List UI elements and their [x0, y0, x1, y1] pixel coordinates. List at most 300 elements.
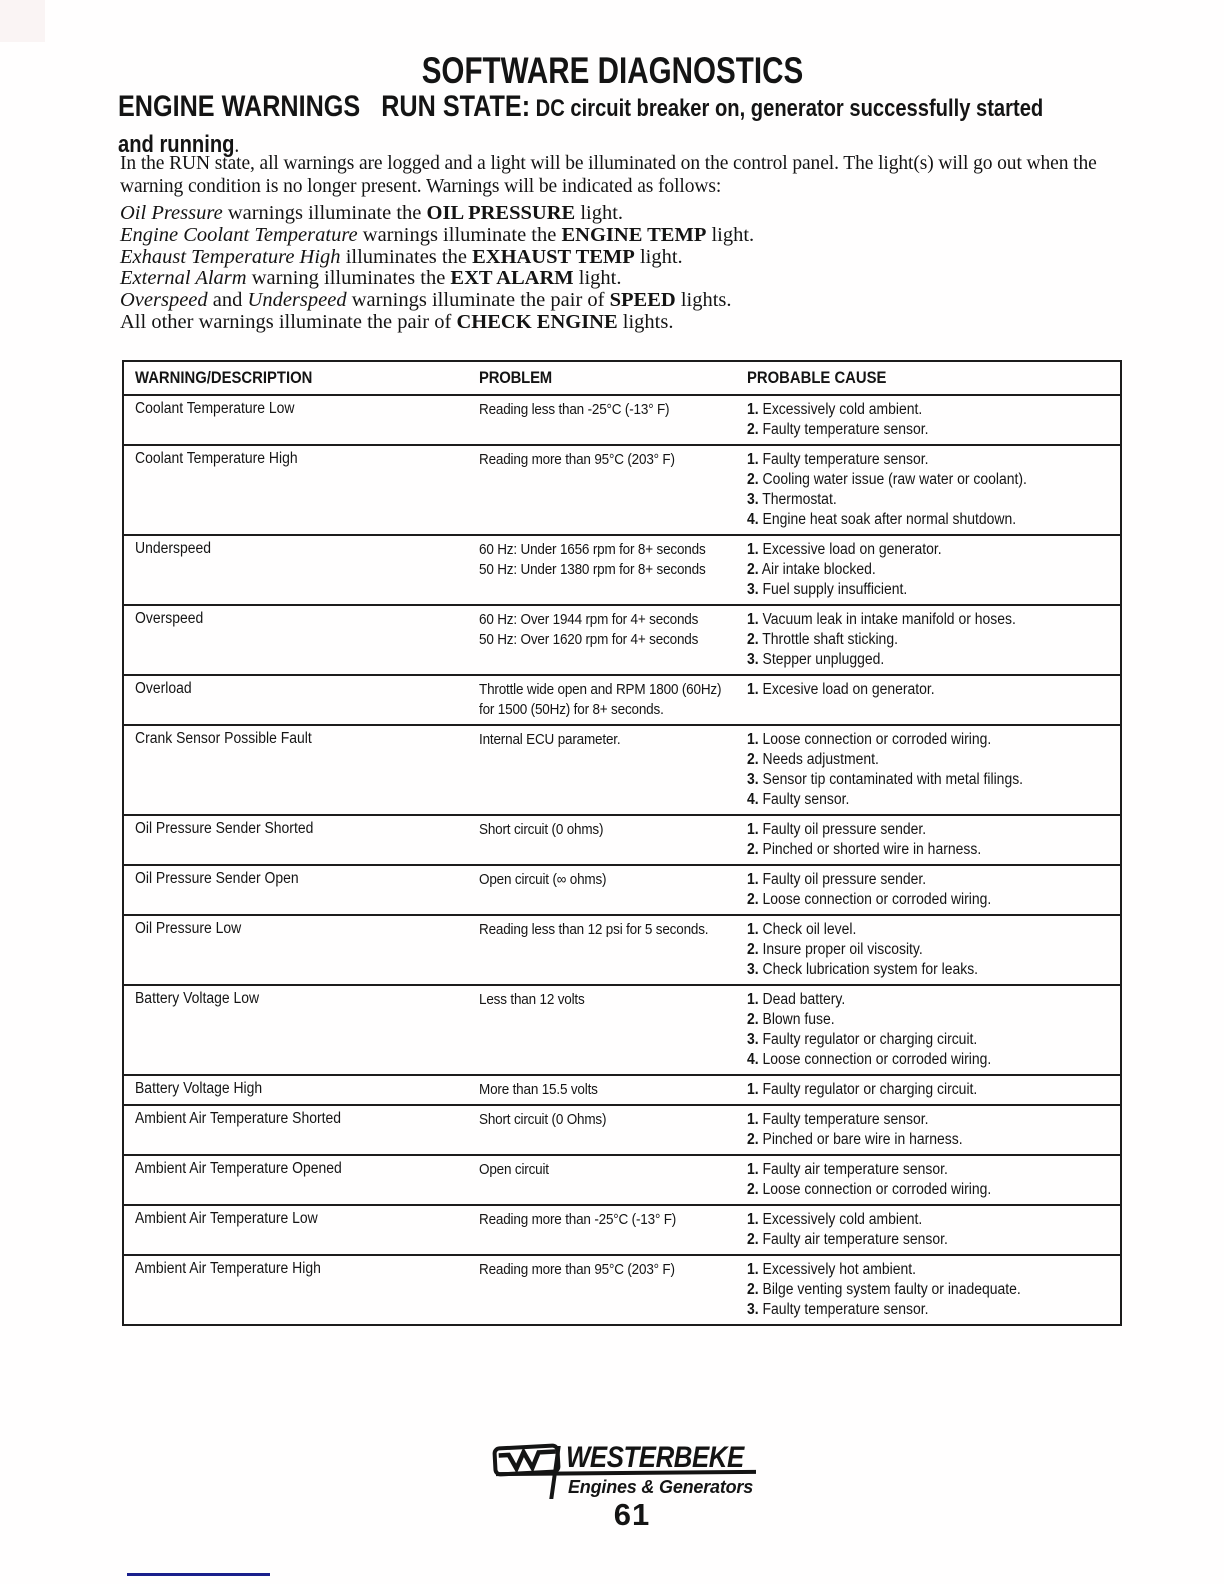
cause-line: [747, 960, 1114, 980]
cause-line: [747, 470, 1114, 490]
cause-line: [747, 940, 1114, 960]
text-segment: Pinched or shorted wire in harness.: [762, 841, 982, 858]
cause-line: [747, 680, 1114, 700]
text-segment: 1.: [747, 451, 759, 468]
text-segment: 60 Hz: Over 1944 rpm for 4+ seconds: [479, 611, 699, 628]
text-segment: Blown fuse.: [762, 1011, 835, 1028]
text-segment: Reading more than 95°C (203° F): [479, 1261, 675, 1278]
light-rule: [120, 203, 754, 225]
text-segment: ENGINE TEMP: [561, 223, 707, 246]
text-segment: 50 Hz: Under 1380 rpm for 8+ seconds: [479, 561, 706, 578]
footer-logo: [492, 1443, 772, 1505]
cause-line: [747, 990, 1114, 1010]
text-segment: Faulty sensor.: [762, 791, 850, 808]
text-segment: 3.: [747, 961, 759, 978]
text-segment: Stepper unplugged.: [762, 651, 885, 668]
text-segment: light.: [634, 245, 683, 268]
text-segment: Excessively cold ambient.: [762, 1211, 923, 1228]
cell-warning: [124, 820, 479, 860]
text-segment: [747, 750, 879, 770]
text-segment: Faulty regulator or charging circuit.: [762, 1031, 978, 1048]
cell-warning: [124, 1260, 479, 1320]
text-segment: Less than 12 volts: [479, 991, 585, 1008]
text-segment: Dead battery.: [762, 991, 846, 1008]
text-segment: 2.: [747, 1231, 759, 1248]
text-segment: [747, 580, 907, 600]
text-segment: Check oil level.: [762, 921, 857, 938]
cell-problem: [479, 990, 747, 1070]
table-row: [124, 814, 1120, 864]
text-segment: Loose connection or corroded wiring.: [762, 891, 992, 908]
cell-problem: [479, 1260, 747, 1320]
text-segment: Vacuum leak in intake manifold or hoses.: [762, 611, 1016, 628]
text-segment: Engine heat soak after normal shutdown.: [762, 511, 1017, 528]
cell-causes: [747, 990, 1120, 1070]
cell-warning: [124, 920, 479, 980]
problem-line: [479, 700, 747, 720]
heading-line-1: [118, 90, 1043, 128]
text-segment: 3.: [747, 491, 759, 508]
text-segment: lights.: [675, 289, 732, 312]
table-row: [124, 1154, 1120, 1204]
text-segment: 3.: [747, 1301, 759, 1318]
problem-line: [479, 1260, 747, 1280]
text-segment: Coolant Temperature High: [135, 450, 298, 467]
text-segment: Underspeed: [135, 540, 212, 557]
cause-line: [747, 1010, 1114, 1030]
text-segment: [747, 560, 876, 580]
problem-line: [479, 400, 747, 420]
text-segment: Engine Coolant Temperature: [120, 223, 358, 246]
text-segment: Oil Pressure Sender Open: [135, 870, 299, 887]
text-segment: Excesive load on generator.: [762, 681, 935, 698]
text-segment: 3.: [747, 581, 759, 598]
text-segment: Short circuit (0 Ohms): [479, 1111, 607, 1128]
problem-line: [479, 1160, 747, 1180]
text-segment: Battery Voltage High: [135, 1080, 263, 1097]
text-segment: [747, 870, 926, 890]
text-segment: 1.: [747, 611, 759, 628]
cause-line: [747, 1280, 1114, 1300]
cell-problem: [479, 820, 747, 860]
text-segment: Ambient Air Temperature Shorted: [135, 1110, 342, 1127]
text-segment: External Alarm: [120, 267, 247, 290]
light-rule: [120, 268, 754, 290]
cause-line: [747, 1180, 1114, 1200]
text-segment: warnings illuminate the pair of: [346, 289, 610, 312]
text-segment: [360, 90, 381, 123]
intro-line-2: warning condition is no longer present. Warnings will be indicated as follows:: [120, 175, 722, 197]
intro-line-1: In the RUN state, all warnings are logged and a light will be illuminated on the control panel. The light(s) will go out when the: [120, 153, 1097, 174]
text-segment: and running: [118, 131, 235, 158]
text-segment: [747, 1280, 1021, 1300]
cell-causes: [747, 610, 1120, 670]
text-segment: Fuel supply insufficient.: [762, 581, 908, 598]
text-segment: [747, 990, 845, 1010]
text-segment: Thermostat.: [762, 491, 837, 508]
text-segment: [747, 420, 928, 440]
cause-line: [747, 1300, 1114, 1320]
text-segment: Bilge venting system faulty or inadequate.: [762, 1281, 1021, 1298]
text-segment: [747, 630, 898, 650]
text-segment: Oil Pressure: [120, 202, 223, 224]
text-segment: [747, 940, 923, 960]
cell-warning: [124, 400, 479, 440]
text-segment: Open circuit: [479, 1161, 549, 1178]
table-header-cause: [747, 369, 1120, 388]
text-segment: Oil Pressure Sender Shorted: [135, 820, 314, 837]
cause-line: [747, 540, 1114, 560]
text-segment: Faulty air temperature sensor.: [762, 1161, 948, 1178]
cause-line: [747, 1130, 1114, 1150]
cell-warning: [124, 540, 479, 600]
cell-causes: [747, 680, 1120, 720]
text-segment: Air intake blocked.: [761, 561, 876, 578]
text-segment: 1.: [747, 1111, 759, 1128]
text-segment: [747, 1230, 948, 1250]
cell-problem: [479, 400, 747, 440]
cell-causes: [747, 1160, 1120, 1200]
text-segment: [747, 890, 991, 910]
cell-causes: [747, 1110, 1120, 1150]
text-segment: illuminates the: [340, 245, 473, 268]
problem-line: [479, 870, 747, 890]
text-segment: [747, 610, 1016, 630]
problem-line: [479, 1210, 747, 1230]
cause-line: [747, 1050, 1114, 1070]
text-segment: [747, 1260, 916, 1280]
text-segment: [747, 1010, 835, 1030]
cause-line: [747, 510, 1114, 530]
text-segment: 3.: [747, 651, 759, 668]
cell-causes: [747, 870, 1120, 910]
cell-warning: [124, 730, 479, 810]
text-segment: Faulty oil pressure sender.: [762, 871, 927, 888]
cell-problem: [479, 1110, 747, 1150]
table-header-row: [124, 362, 1120, 394]
table-row: [124, 444, 1120, 534]
cell-causes: [747, 400, 1120, 440]
cause-line: [747, 630, 1114, 650]
cell-problem: [479, 1160, 747, 1200]
cause-line: [747, 730, 1114, 750]
table-row: [124, 724, 1120, 814]
text-segment: light.: [706, 223, 755, 246]
cause-line: [747, 750, 1114, 770]
text-segment: [747, 1160, 948, 1180]
text-segment: Faulty temperature sensor.: [762, 421, 929, 438]
cell-warning: [124, 680, 479, 720]
text-segment: [747, 680, 935, 700]
table-row: [124, 914, 1120, 984]
cell-problem: [479, 450, 747, 530]
cell-causes: [747, 820, 1120, 860]
cell-causes: [747, 920, 1120, 980]
text-segment: Overspeed: [135, 610, 204, 627]
cell-problem: [479, 920, 747, 980]
cell-problem: [479, 680, 747, 720]
text-segment: .: [234, 132, 240, 157]
table-row: [124, 674, 1120, 724]
text-segment: light.: [575, 202, 624, 224]
text-segment: Oil Pressure Low: [135, 920, 242, 937]
cause-line: [747, 490, 1114, 510]
problem-line: [479, 730, 747, 750]
cause-line: [747, 580, 1114, 600]
text-segment: for 1500 (50Hz) for 8+ seconds.: [479, 701, 664, 718]
text-segment: 60 Hz: Under 1656 rpm for 8+ seconds: [479, 541, 706, 558]
text-segment: Faulty temperature sensor.: [762, 451, 929, 468]
cause-line: [747, 400, 1114, 420]
text-segment: 3.: [747, 1031, 759, 1048]
text-segment: 2.: [747, 1131, 759, 1148]
text-segment: 1.: [747, 401, 759, 418]
text-segment: 3.: [747, 771, 759, 788]
text-segment: [747, 1080, 977, 1100]
text-segment: SPEED: [609, 289, 676, 312]
cause-line: [747, 1160, 1114, 1180]
text-segment: Throttle wide open and RPM 1800 (60Hz): [479, 681, 722, 698]
table-row: [124, 1254, 1120, 1324]
text-segment: 2.: [747, 751, 759, 768]
text-segment: 2.: [747, 561, 759, 578]
text-segment: 2.: [747, 1281, 759, 1298]
cell-causes: [747, 450, 1120, 530]
page-number: 61: [613, 1497, 651, 1532]
table-row: [124, 394, 1120, 444]
text-segment: Ambient Air Temperature High: [135, 1260, 321, 1277]
cause-line: [747, 1210, 1114, 1230]
cause-line: [747, 1110, 1114, 1130]
text-segment: More than 15.5 volts: [479, 1081, 598, 1098]
problem-line: [479, 610, 747, 630]
text-segment: 2.: [747, 941, 759, 958]
text-segment: [747, 920, 856, 940]
text-segment: Exhaust Temperature High: [120, 245, 341, 268]
cause-line: [747, 790, 1114, 810]
brand-tagline: Engines & Generators: [568, 1477, 754, 1497]
text-segment: Overspeed: [120, 289, 208, 312]
table-row: [124, 604, 1120, 674]
text-segment: Internal ECU parameter.: [479, 731, 621, 748]
text-segment: Throttle shaft sticking.: [762, 631, 898, 648]
text-segment: 2.: [747, 471, 759, 488]
light-rule: [120, 312, 754, 334]
problem-line: [479, 990, 747, 1010]
cause-line: [747, 610, 1114, 630]
text-segment: and: [207, 289, 248, 312]
text-segment: 1.: [747, 821, 759, 838]
cause-line: [747, 420, 1114, 440]
text-segment: 1.: [747, 541, 759, 558]
text-segment: [747, 1030, 977, 1050]
cell-causes: [747, 1080, 1120, 1100]
cause-line: [747, 650, 1114, 670]
table-header-label: PROBLEM: [479, 369, 552, 387]
cause-line: [747, 840, 1114, 860]
text-segment: Check lubrication system for leaks.: [762, 961, 979, 978]
cause-line: [747, 450, 1114, 470]
cause-line: [747, 870, 1114, 890]
cell-causes: [747, 730, 1120, 810]
intro-paragraph: [120, 153, 1097, 198]
text-segment: [747, 400, 922, 420]
text-segment: [747, 510, 1016, 530]
scan-artifact: [0, 0, 45, 42]
table-body: [124, 394, 1120, 1324]
cause-line: [747, 1080, 1114, 1100]
problem-line: [479, 1080, 747, 1100]
text-segment: Faulty air temperature sensor.: [762, 1231, 948, 1248]
text-segment: Faulty regulator or charging circuit.: [762, 1081, 978, 1098]
bottom-rule: [127, 1573, 270, 1576]
text-segment: [747, 730, 991, 750]
text-segment: [747, 650, 884, 670]
text-segment: Needs adjustment.: [762, 751, 879, 768]
text-segment: [747, 1300, 928, 1320]
text-segment: warnings illuminate the: [357, 223, 562, 246]
cell-warning: [124, 870, 479, 910]
table-row: [124, 1204, 1120, 1254]
table-header-warning: [124, 369, 479, 388]
cause-line: [747, 920, 1114, 940]
text-segment: Sensor tip contaminated with metal filings.: [762, 771, 1024, 788]
text-segment: Loose connection or corroded wiring.: [762, 1051, 992, 1068]
cause-line: [747, 820, 1114, 840]
cell-warning: [124, 1080, 479, 1100]
text-segment: Faulty temperature sensor.: [762, 1111, 929, 1128]
cell-problem: [479, 730, 747, 810]
light-rules: [120, 203, 754, 334]
text-segment: 1.: [747, 1211, 759, 1228]
text-segment: light.: [573, 267, 622, 290]
text-segment: 4.: [747, 791, 759, 808]
text-segment: 1.: [747, 1081, 759, 1098]
page-title: [0, 50, 1224, 92]
problem-line: [479, 920, 747, 940]
text-segment: [747, 820, 926, 840]
text-segment: 2.: [747, 631, 759, 648]
text-segment: Ambient Air Temperature Low: [135, 1210, 318, 1227]
problem-line: [479, 1110, 747, 1130]
text-segment: Faulty temperature sensor.: [762, 1301, 929, 1318]
text-segment: Ambient Air Temperature Opened: [135, 1160, 342, 1177]
text-segment: Underspeed: [247, 289, 347, 312]
cell-problem: [479, 870, 747, 910]
text-segment: Reading less than 12 psi for 5 seconds.: [479, 921, 709, 938]
light-rule: [120, 225, 754, 247]
cell-warning: [124, 1110, 479, 1150]
table-row: [124, 534, 1120, 604]
cause-line: [747, 1030, 1114, 1050]
table-header-label: PROBABLE CAUSE: [747, 369, 887, 387]
text-segment: Loose connection or corroded wiring.: [762, 1181, 992, 1198]
text-segment: Reading more than 95°C (203° F): [479, 451, 675, 468]
table-header-label: WARNING/DESCRIPTION: [135, 369, 313, 387]
text-segment: 1.: [747, 681, 759, 698]
text-segment: Open circuit (∞ ohms): [479, 871, 607, 888]
text-segment: 50 Hz: Over 1620 rpm for 4+ seconds: [479, 631, 699, 648]
text-segment: [747, 490, 837, 510]
text-segment: 1.: [747, 1161, 759, 1178]
cell-problem: [479, 1080, 747, 1100]
text-segment: 2.: [747, 891, 759, 908]
cell-problem: [479, 540, 747, 600]
text-segment: Overload: [135, 680, 192, 697]
text-segment: Battery Voltage Low: [135, 990, 260, 1007]
text-segment: 2.: [747, 1011, 759, 1028]
cause-line: [747, 770, 1114, 790]
page-title-text: SOFTWARE DIAGNOSTICS: [421, 50, 803, 91]
text-segment: 1.: [747, 1261, 759, 1278]
text-segment: Excessively cold ambient.: [762, 401, 923, 418]
text-segment: Insure proper oil viscosity.: [762, 941, 923, 958]
text-segment: Pinched or bare wire in harness.: [762, 1131, 963, 1148]
table-row: [124, 984, 1120, 1074]
cell-causes: [747, 1260, 1120, 1320]
light-rule: [120, 247, 754, 269]
text-segment: OIL PRESSURE: [426, 202, 576, 224]
text-segment: [747, 1050, 991, 1070]
text-segment: [747, 1180, 991, 1200]
problem-line: [479, 540, 747, 560]
problem-line: [479, 630, 747, 650]
text-segment: [747, 790, 849, 810]
cell-warning: [124, 1160, 479, 1200]
warnings-table: [122, 360, 1122, 1326]
problem-line: [479, 680, 747, 700]
brand-name: WESTERBEKE: [566, 1441, 744, 1474]
table-row: [124, 1074, 1120, 1104]
text-segment: 1.: [747, 991, 759, 1008]
text-segment: Cooling water issue (raw water or coolant).: [762, 471, 1027, 488]
text-segment: Crank Sensor Possible Fault: [135, 730, 312, 747]
light-rule: [120, 290, 754, 312]
text-segment: 4.: [747, 1051, 759, 1068]
text-segment: [747, 1110, 928, 1130]
text-segment: Faulty oil pressure sender.: [762, 821, 927, 838]
text-segment: [747, 450, 928, 470]
text-segment: [747, 770, 1023, 790]
text-segment: EXHAUST TEMP: [472, 245, 635, 268]
text-segment: CHECK ENGINE: [456, 310, 618, 333]
cell-warning: [124, 610, 479, 670]
text-segment: Coolant Temperature Low: [135, 400, 295, 417]
table-row: [124, 864, 1120, 914]
text-segment: [747, 470, 1027, 490]
text-segment: [747, 960, 978, 980]
text-segment: 2.: [747, 421, 759, 438]
text-segment: ENGINE WARNINGS: [118, 90, 361, 123]
text-segment: Short circuit (0 ohms): [479, 821, 604, 838]
text-segment: [747, 1210, 922, 1230]
cell-causes: [747, 1210, 1120, 1250]
table-row: [124, 1104, 1120, 1154]
text-segment: Excessive load on generator.: [762, 541, 942, 558]
text-segment: [747, 1130, 963, 1150]
text-segment: warnings illuminate the: [222, 202, 427, 224]
problem-line: [479, 820, 747, 840]
cell-warning: [124, 1210, 479, 1250]
text-segment: [747, 840, 981, 860]
problem-line: [479, 560, 747, 580]
cause-line: [747, 890, 1114, 910]
cell-warning: [124, 450, 479, 530]
table-header-problem: [479, 369, 747, 388]
text-segment: Reading more than -25°C (-13° F): [479, 1211, 677, 1228]
text-segment: Excessively hot ambient.: [762, 1261, 917, 1278]
cause-line: [747, 1260, 1114, 1280]
